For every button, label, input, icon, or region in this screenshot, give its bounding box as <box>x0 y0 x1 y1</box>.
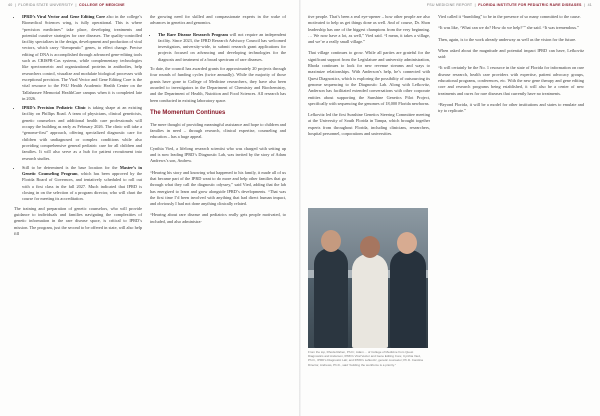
person-1-head <box>321 230 341 252</box>
person-1 <box>314 248 348 348</box>
left-college-name: COLLEGE OF MEDICINE <box>79 3 125 7</box>
body-paragraph: “Beyond Florida, it will be a model for other institutions and states to emulate and try to replicate.” <box>438 101 584 114</box>
body-paragraph: Then, again, is to the work already underway as well as the vision for the future. <box>438 36 577 42</box>
person-2-head <box>360 236 380 258</box>
list-item: • Still to be determined is the base location for the Master’s in Genetic Counseling Program, which has been approved by the Florida Board of Governors, and tentatively scheduled to roll out with a first class in the fall 2027. Much indicated that IPRD is closing in on the selection of a program director, who will chart the course for meeting its accreditation. <box>22 165 142 203</box>
person-2 <box>352 254 388 348</box>
right-page-number: 41 <box>587 3 592 7</box>
column-3 <box>308 14 430 142</box>
list-item: • IPRD’s Viral Vector and Gene Editing Core also in the college’s Biomedical Sciences wing, is fully operational. This is where “precision medicines” take place, developing treatments and potential curative strategies for rare diseases. The quality-controlled facility specializes in the design, development and production of viral vectors, which carry “therapeutic” genes, to effect change. Precise editing of DNA is accomplished through advanced gene-editing tools such as CRISPR-Cas systems, while complementary technologies like spectrometric and organizational proteins in antibodies, help researchers control, visualize and modulate biological processes with exceptional precision. The Viral Vector and Gene Editing Core is the vital resource to the FSU Health Academic Health Center on the Tallahassee Memorial HealthCare campus when it is completed late in 2026. <box>22 14 142 102</box>
list-item: • The Rare Disease Research Program will not require an independent facility. Since 2023, the IPRD Research Advisory Council has welcomed investigators, university-wide, to submit research grant applications for projects focused on advancing and developing technologies for the diagnosis and treatment of a broad spectrum of rare diseases. <box>158 32 286 63</box>
viral-vector-core-title: IPRD’s Viral Vector and Gene Editing Core <box>22 14 105 19</box>
body-paragraph: “It was like, ‘What can we do? How do we help?’” she said. “It was tremendous.” <box>438 25 580 31</box>
research-program-title: The Rare Disease Research Program <box>158 31 228 37</box>
left-page-header: 40 | FLORIDA STATE UNIVERSITY | COLLEGE OF MEDICINE <box>8 3 125 7</box>
column-4 <box>438 14 584 120</box>
person-3 <box>390 250 426 348</box>
body-paragraph: “Hearing his story and knowing what happened to his family, it made all of us that became part of the IPRD want to do more and help other families that go through what they call the diagnostic odyssey,” said Vied, adding that the lab has energized to learn and grow alongside IPRD’s developments. “That was the first time I’d been involved with anything that had direct human impact, and obviously I had not done anything clinically related. <box>150 169 286 207</box>
body-paragraph: tive people. That’s been a real eye-opener – how other people are also motivated to help us get things done as well. And of course, Dr. Shon leadership has one of the biggest champions from the very beginning. … We now have a lot, as well,” Vied said. “I mean, it takes a village, and we’re a really small village.” <box>308 14 430 45</box>
list-item: • IPRD’s Precision Pediatric Clinic is taking shape at an existing facility on Phillips Road. A team of physicians, clinical geneticists, genetic counselors and additional health care professionals will occupy the building as early as February 2026. The clinic will take a “genome-first” approach, offering specialized diagnostic care for children with undiagnosed or complex conditions while also providing comprehensive general pediatric care for all children and families. It will also serve as a hub for patient recruitment into research studies. <box>22 105 142 162</box>
body-paragraph: To date, the council has awarded grants for approximately 20 projects through four rounds of funding cycles (twice annually). While the majority of those grants have gone to College of Medicine researchers, they have also been awarded to investigators in the Department of Chemistry and Biochemistry, and the Department of Health, Nutrition and Food Sciences. All research has been conducted in existing laboratory space. <box>150 66 286 103</box>
column-2 <box>150 14 286 230</box>
page-gutter <box>299 0 301 416</box>
genetic-counseling-title: Master’s in Genetic Counseling Program <box>22 164 142 177</box>
body-paragraph: “Hearing about rare disease and pediatrics really gets people motivated, to included, and also administra- <box>150 212 286 224</box>
right-institute-name: FLORIDA INSTITUTE FOR PEDIATRIC RARE DISEASES <box>478 3 582 7</box>
body-paragraph: The training and preparation of genetic counselors, who will provide guidance to individuals and families navigating the complexities of genetic information in the rare disease space, is critical to IPRD’s mission. The program, just the second to be offered in state, will also help fill <box>14 205 142 236</box>
person-3-head <box>397 232 417 254</box>
body-paragraph: the growing need for skilled and compassionate experts in the wake of advances in genetics and genomics. <box>150 14 286 26</box>
group-photo <box>308 208 428 348</box>
left-page-number: 40 <box>8 3 13 7</box>
right-report-title: FSU MEDICINE REPORT <box>426 3 473 7</box>
body-paragraph: When asked about the magnitude and potential impact IPRD can have, Lefkovitz said: <box>438 47 584 60</box>
left-school-name: FLORIDA STATE UNIVERSITY <box>18 3 74 7</box>
body-paragraph: Cynthia Vied, a lifelong research scientist who was charged with setting up and is now leading IPRD’s Diagnostic Lab, was invited by the story of Adam Andrews’s son, Andrew. <box>150 145 286 164</box>
pediatric-clinic-title: IPRD’s Precision Pediatric Clinic <box>22 105 86 111</box>
section-heading: The Momentum Continues <box>150 109 226 116</box>
body-paragraph: Lefkovitz led the first Sunshine Genetics Steering Committee meeting at the University of South Florida in Tampa, which brought together experts from throughout Florida, including clinicians, researchers, hospital personnel, corporations and universities. <box>308 112 430 137</box>
right-page-header: FSU MEDICINE REPORT | FLORIDA INSTITUTE FOR PEDIATRIC RARE DISEASES | 41 <box>426 3 592 7</box>
body-paragraph: That village continues to grow. While all parties are grateful for the significant support from the Legislature and university administration, Rhoda continues to look for new revenue streams and ways to maximize relationships. With Anderson’s help, he’s connected with Quest Diagnostics, which is exploring the possibility of outsourcing its genome sequencing to the Diagnostic Lab. Along with Lefkovitz, Anderson has facilitated extended conversations with other corporate entities about supporting the Sunshine Genetics Pilot Project, specifically with sequencing the genomes of 18,000 Florida newborns. <box>308 50 430 106</box>
body-paragraph: The mere thought of providing meaningful assistance and hope to children and families in need – through research, clinical expertise, counseling and education – has a huge appeal. <box>150 121 286 140</box>
body-paragraph: Vied called it “humbling” to be in the presence of so many committed to the cause. <box>438 14 581 19</box>
facility-list-2 <box>150 32 286 63</box>
photo-caption: From the top, Rhoda Rahen, Ph.D.; Adam ... of College of Medicine from Quest Diagnostics and Anderson, IPRD’s Viral Vector and Gene Editing Core; Cynthia Vied, Ph.D., IPRD’s Diagnostic Lab; and IPRD’s Lefkovitz, genetic counselor; Ph.D. Carolina Director, Andrews, Ph.D., said “building the workforce is a priority.” <box>308 350 423 367</box>
facility-list-1 <box>14 14 142 203</box>
body-paragraph: “It will certainly be the No. 1 resource in the state of Florida for information on rare disease research, health care providers with expertise, patient advocacy groups, educational programs, conferences, etc. With the new gene therapy and gene editing core and research programs being established, it will also be a center of new treatments and cures for rare diseases that currently have no treatments. <box>438 65 584 96</box>
column-1 <box>14 14 142 242</box>
